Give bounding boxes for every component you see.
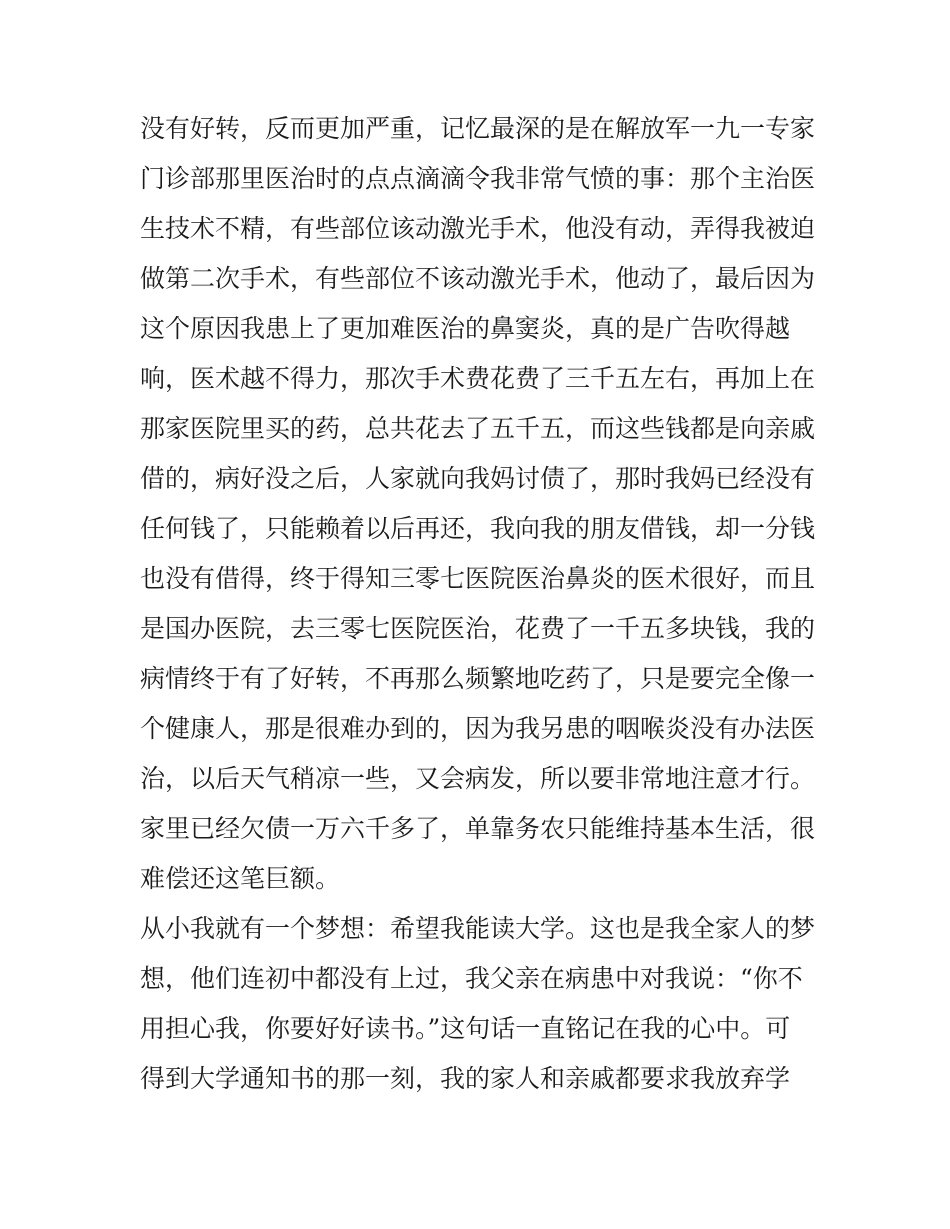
text-line: 没有好转，反而更加严重，记忆最深的是在解放军一九一专家 (140, 114, 816, 143)
text-line: 难偿还这笔巨额。 (140, 864, 341, 893)
body-text (140, 104, 820, 1104)
text-line: 任何钱了，只能赖着以后再还，我向我的朋友借钱，却一分钱 (140, 514, 816, 543)
text-line: 那家医院里买的药，总共花去了五千五，而这些钱都是向亲戚 (140, 414, 816, 443)
text-line: 想，他们连初中都没有上过，我父亲在病患中对我说：“你不 (140, 964, 803, 993)
text-line: 从小我就有一个梦想：希望我能读大学。这也是我全家人的梦 (140, 914, 816, 943)
text-line: 是国办医院，去三零七医院医治，花费了一千五多块钱，我的 (140, 614, 816, 643)
text-line: 治，以后天气稍凉一些，又会病发，所以要非常地注意才行。 (140, 764, 816, 793)
text-line: 病情终于有了好转，不再那么频繁地吃药了，只是要完全像一 (140, 664, 816, 693)
text-line: 响，医术越不得力，那次手术费花费了三千五左右，再加上在 (140, 364, 816, 393)
text-line: 做第二次手术，有些部位不该动激光手术，他动了，最后因为 (140, 264, 816, 293)
text-line: 个健康人，那是很难办到的，因为我另患的咽喉炎没有办法医 (140, 714, 816, 743)
text-line: 这个原因我患上了更加难医治的鼻窦炎，真的是广告吹得越 (140, 314, 791, 343)
text-line: 门诊部那里医治时的点点滴滴令我非常气愤的事：那个主治医 (140, 164, 816, 193)
text-line: 借的，病好没之后，人家就向我妈讨债了，那时我妈已经没有 (140, 464, 816, 493)
text-line: 家里已经欠债一万六千多了，单靠务农只能维持基本生活，很 (140, 814, 816, 843)
text-line: 用担心我，你要好好读书。”这句话一直铭记在我的心中。可 (140, 1014, 791, 1043)
text-line: 得到大学通知书的那一刻，我的家人和亲戚都要求我放弃学 (140, 1064, 791, 1093)
text-line: 也没有借得，终于得知三零七医院医治鼻炎的医术很好，而且 (140, 564, 816, 593)
text-line: 生技术不精，有些部位该动激光手术，他没有动，弄得我被迫 (140, 214, 816, 243)
